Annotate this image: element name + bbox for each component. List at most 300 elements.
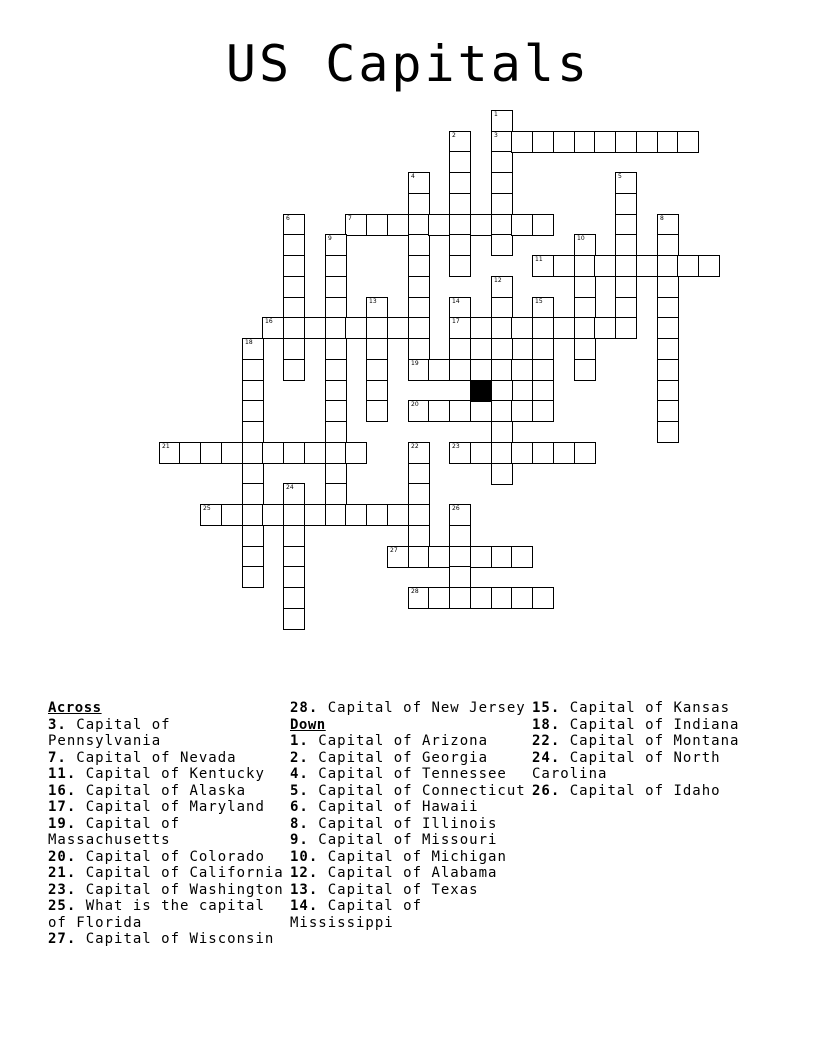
clue-text: Capital of North Carolina — [532, 749, 721, 782]
grid-cell[interactable] — [242, 463, 264, 485]
grid-cell[interactable] — [325, 255, 347, 277]
grid-cell[interactable] — [449, 172, 471, 194]
grid-cell[interactable] — [553, 255, 575, 277]
grid-cell[interactable] — [615, 317, 637, 339]
across-clue — [48, 931, 290, 948]
down-clue — [290, 849, 532, 866]
grid-cell[interactable] — [408, 525, 430, 547]
grid-cell[interactable] — [449, 504, 471, 526]
grid-cell[interactable] — [345, 317, 367, 339]
clue-text: Capital of Colorado — [76, 848, 265, 865]
grid-cell[interactable] — [491, 400, 513, 422]
grid-cell[interactable] — [657, 255, 679, 277]
grid-cell[interactable] — [366, 297, 388, 319]
puzzle-title: US Capitals — [225, 35, 591, 93]
grid-cell[interactable] — [574, 338, 596, 360]
down-clue — [532, 750, 774, 783]
grid-cell[interactable] — [408, 546, 430, 568]
grid-cell[interactable] — [511, 214, 533, 236]
grid-cell[interactable] — [677, 131, 699, 153]
grid-cell[interactable] — [449, 566, 471, 588]
grid-cell[interactable] — [283, 566, 305, 588]
grid-cell[interactable] — [428, 214, 450, 236]
clue-number: 9. — [290, 832, 309, 848]
grid-cell[interactable] — [574, 317, 596, 339]
clue-number: 8. — [290, 815, 309, 832]
grid-cell[interactable] — [449, 131, 471, 153]
grid-cell[interactable] — [449, 151, 471, 173]
grid-cell[interactable] — [408, 359, 430, 381]
grid-cell[interactable] — [366, 338, 388, 360]
grid-cell[interactable] — [449, 400, 471, 422]
grid-cell[interactable] — [615, 193, 637, 215]
grid-cell[interactable] — [408, 587, 430, 609]
clue-number: 12 — [494, 277, 502, 284]
grid-cell[interactable] — [657, 317, 679, 339]
grid-cell[interactable] — [325, 338, 347, 360]
down-clue — [290, 882, 532, 899]
clue-number: 28. — [290, 700, 319, 716]
clue-number: 23 — [452, 443, 460, 450]
grid-cell[interactable] — [491, 234, 513, 256]
grid-cell[interactable] — [221, 442, 243, 464]
grid-cell[interactable] — [242, 566, 264, 588]
grid-cell[interactable] — [449, 193, 471, 215]
grid-cell[interactable] — [532, 587, 554, 609]
across-clue — [48, 717, 290, 750]
grid-cell[interactable] — [200, 442, 222, 464]
grid-cell[interactable] — [242, 359, 264, 381]
clue-number: 18. — [532, 716, 561, 733]
grid-cell[interactable] — [449, 587, 471, 609]
grid-cell[interactable] — [615, 297, 637, 319]
grid-cell[interactable] — [491, 463, 513, 485]
grid-cell[interactable] — [574, 131, 596, 153]
grid-cell[interactable] — [366, 359, 388, 381]
grid-cell[interactable] — [428, 359, 450, 381]
clue-text: Capital of California — [76, 865, 284, 881]
clue-number: 8 — [660, 215, 664, 222]
grid-cell[interactable] — [657, 359, 679, 381]
grid-cell[interactable] — [574, 255, 596, 277]
grid-cell[interactable] — [366, 400, 388, 422]
grid-cell[interactable] — [408, 463, 430, 485]
grid-cell[interactable] — [615, 255, 637, 277]
grid-cell[interactable] — [325, 442, 347, 464]
grid-cell[interactable] — [283, 504, 305, 526]
clue-text: Capital of Maryland — [76, 799, 265, 815]
clue-text: Capital of Massachusetts — [48, 815, 181, 848]
grid-cell[interactable] — [449, 317, 471, 339]
clue-number: 7 — [348, 215, 352, 222]
clue-number: 13. — [290, 881, 319, 898]
grid-cell[interactable] — [387, 546, 409, 568]
grid-cell[interactable] — [242, 421, 264, 443]
grid-cell[interactable] — [283, 276, 305, 298]
clue-number: 28 — [411, 588, 419, 595]
across-clue — [48, 783, 290, 800]
grid-cell[interactable] — [491, 359, 513, 381]
grid-cell[interactable] — [449, 525, 471, 547]
grid-cell[interactable] — [304, 442, 326, 464]
clue-number: 21. — [48, 865, 77, 881]
down-clue — [290, 816, 532, 833]
grid-cell[interactable] — [532, 317, 554, 339]
clue-text: Capital of Connecticut — [308, 782, 526, 799]
grid-cell[interactable] — [366, 214, 388, 236]
grid-cell[interactable] — [491, 421, 513, 443]
clue-text: Capital of Illinois — [308, 815, 498, 832]
grid-cell[interactable] — [408, 214, 430, 236]
clue-number: 26 — [452, 505, 460, 512]
grid-cell[interactable] — [325, 276, 347, 298]
clue-number: 10. — [290, 848, 319, 865]
grid-cell[interactable] — [283, 297, 305, 319]
clue-number: 21 — [162, 443, 170, 450]
grid-cell[interactable] — [325, 421, 347, 443]
grid-cell[interactable] — [532, 214, 554, 236]
grid-cell[interactable] — [449, 359, 471, 381]
grid-cell[interactable] — [470, 359, 492, 381]
clue-number: 9 — [328, 235, 332, 242]
clue-number: 26. — [532, 782, 561, 799]
grid-cell[interactable] — [511, 587, 533, 609]
grid-cell[interactable] — [283, 255, 305, 277]
clue-text: Capital of Wisconsin — [76, 931, 275, 947]
grid-cell[interactable] — [594, 131, 616, 153]
clue-number: 22. — [532, 733, 561, 749]
down-clue — [532, 783, 774, 800]
grid-cell[interactable] — [574, 297, 596, 319]
clue-number: 17. — [48, 799, 77, 815]
clue-number: 15 — [535, 298, 543, 305]
grid-cell[interactable] — [325, 504, 347, 526]
grid-cell[interactable] — [470, 400, 492, 422]
grid-cell[interactable] — [574, 234, 596, 256]
across-clue — [48, 849, 290, 866]
grid-cell[interactable] — [200, 504, 222, 526]
clue-text: Capital of Mississippi — [290, 898, 423, 931]
clue-number: 6 — [286, 215, 290, 222]
clue-number: 11 — [535, 256, 543, 263]
grid-cell[interactable] — [304, 504, 326, 526]
grid-cell[interactable] — [408, 297, 430, 319]
clue-number: 22 — [411, 443, 419, 450]
clue-text: Capital of Nevada — [66, 749, 237, 766]
grid-cell[interactable] — [491, 131, 513, 153]
black-cell — [470, 380, 492, 402]
clue-number: 18 — [245, 339, 253, 346]
down-clue — [290, 799, 532, 816]
grid-cell[interactable] — [325, 234, 347, 256]
clue-text: Capital of Montana — [560, 733, 740, 749]
grid-cell[interactable] — [408, 483, 430, 505]
grid-cell[interactable] — [345, 442, 367, 464]
grid-cell[interactable] — [366, 504, 388, 526]
grid-cell[interactable] — [283, 317, 305, 339]
grid-cell[interactable] — [428, 400, 450, 422]
grid-cell[interactable] — [325, 317, 347, 339]
grid-cell[interactable] — [511, 359, 533, 381]
grid-cell[interactable] — [657, 276, 679, 298]
grid-cell[interactable] — [283, 338, 305, 360]
grid-cell[interactable] — [470, 587, 492, 609]
grid-cell[interactable] — [491, 151, 513, 173]
grid-cell[interactable] — [242, 525, 264, 547]
clue-text: Capital of Alabama — [318, 865, 498, 881]
grid-cell[interactable] — [408, 442, 430, 464]
across-clue — [48, 750, 290, 767]
grid-cell[interactable] — [636, 131, 658, 153]
grid-cell[interactable] — [698, 255, 720, 277]
grid-cell[interactable] — [325, 380, 347, 402]
grid-cell[interactable] — [408, 317, 430, 339]
grid-cell[interactable] — [242, 400, 264, 422]
clue-number: 14. — [290, 898, 319, 914]
down-clue — [290, 865, 532, 882]
grid-cell[interactable] — [283, 442, 305, 464]
grid-cell[interactable] — [532, 400, 554, 422]
grid-cell[interactable] — [491, 172, 513, 194]
across-clue — [48, 898, 290, 931]
across-clue-list-continued — [290, 700, 532, 717]
clue-number: 19. — [48, 815, 77, 832]
grid-cell[interactable] — [449, 338, 471, 360]
grid-cell[interactable] — [532, 442, 554, 464]
grid-cell[interactable] — [470, 317, 492, 339]
grid-cell[interactable] — [345, 504, 367, 526]
grid-cell[interactable] — [491, 338, 513, 360]
grid-cell[interactable] — [470, 546, 492, 568]
grid-cell[interactable] — [242, 442, 264, 464]
grid-cell[interactable] — [283, 483, 305, 505]
grid-cell[interactable] — [636, 255, 658, 277]
down-clue — [290, 783, 532, 800]
grid-cell[interactable] — [387, 504, 409, 526]
grid-cell[interactable] — [491, 380, 513, 402]
clue-number: 24 — [286, 484, 294, 491]
grid-cell[interactable] — [532, 297, 554, 319]
grid-cell[interactable] — [408, 400, 430, 422]
grid-cell[interactable] — [657, 421, 679, 443]
grid-cell[interactable] — [242, 546, 264, 568]
grid-cell[interactable] — [242, 380, 264, 402]
grid-cell[interactable] — [449, 255, 471, 277]
down-heading: Down — [290, 716, 326, 733]
clue-number: 20. — [48, 848, 77, 865]
grid-cell[interactable] — [511, 546, 533, 568]
grid-cell[interactable] — [615, 131, 637, 153]
grid-cell[interactable] — [262, 317, 284, 339]
grid-cell[interactable] — [366, 317, 388, 339]
grid-cell[interactable] — [491, 546, 513, 568]
grid-cell[interactable] — [283, 546, 305, 568]
grid-cell[interactable] — [615, 234, 637, 256]
grid-cell[interactable] — [491, 317, 513, 339]
grid-cell[interactable] — [449, 234, 471, 256]
clue-text: Capital of Georgia — [308, 749, 489, 766]
clue-number: 7. — [48, 749, 67, 766]
clue-number: 6. — [290, 799, 309, 815]
grid-cell[interactable] — [553, 442, 575, 464]
grid-cell[interactable] — [325, 483, 347, 505]
grid-cell[interactable] — [615, 172, 637, 194]
grid-cell[interactable] — [408, 193, 430, 215]
grid-cell[interactable] — [325, 297, 347, 319]
grid-cell[interactable] — [553, 131, 575, 153]
grid-cell[interactable] — [657, 234, 679, 256]
clue-number: 25 — [203, 505, 211, 512]
grid-cell[interactable] — [532, 338, 554, 360]
grid-cell[interactable] — [491, 587, 513, 609]
grid-cell[interactable] — [283, 234, 305, 256]
grid-cell[interactable] — [408, 234, 430, 256]
clue-text: Capital of Indiana — [560, 716, 740, 733]
grid-cell[interactable] — [428, 587, 450, 609]
grid-cell[interactable] — [574, 276, 596, 298]
clue-number: 4. — [290, 766, 309, 782]
grid-cell[interactable] — [491, 297, 513, 319]
clue-number: 2 — [452, 132, 456, 139]
grid-cell[interactable] — [449, 546, 471, 568]
grid-cell[interactable] — [532, 131, 554, 153]
grid-cell[interactable] — [242, 483, 264, 505]
down-clue — [532, 700, 774, 717]
grid-cell[interactable] — [470, 442, 492, 464]
grid-cell[interactable] — [283, 359, 305, 381]
grid-cell[interactable] — [325, 463, 347, 485]
grid-cell[interactable] — [242, 338, 264, 360]
across-clue — [290, 700, 532, 717]
grid-cell[interactable] — [408, 255, 430, 277]
grid-cell[interactable] — [657, 400, 679, 422]
clue-number: 4 — [411, 173, 415, 180]
grid-cell[interactable] — [449, 297, 471, 319]
grid-cell[interactable] — [428, 546, 450, 568]
clue-text: Capital of New Jersey — [318, 700, 526, 716]
grid-cell[interactable] — [283, 587, 305, 609]
clue-text: Capital of Idaho — [560, 782, 721, 799]
grid-cell[interactable] — [511, 400, 533, 422]
grid-cell[interactable] — [283, 608, 305, 630]
grid-cell[interactable] — [657, 131, 679, 153]
clue-number: 5. — [290, 782, 309, 799]
clue-number: 11. — [48, 766, 77, 782]
clue-number: 13 — [369, 298, 377, 305]
clue-text: Capital of Kansas — [560, 700, 731, 716]
clue-number: 24. — [532, 749, 561, 766]
clue-text: Capital of Alaska — [76, 782, 247, 799]
grid-cell[interactable] — [221, 504, 243, 526]
clue-number: 14 — [452, 298, 460, 305]
grid-cell[interactable] — [532, 255, 554, 277]
grid-cell[interactable] — [574, 442, 596, 464]
across-clue — [48, 865, 290, 882]
down-clue-list-continued — [532, 700, 774, 799]
clue-text: Capital of Michigan — [318, 848, 507, 865]
clue-text: Capital of Missouri — [308, 832, 498, 848]
down-clue — [290, 750, 532, 767]
clue-text: Capital of Washington — [76, 881, 284, 898]
grid-cell[interactable] — [408, 276, 430, 298]
grid-cell[interactable] — [491, 110, 513, 132]
grid-cell[interactable] — [408, 172, 430, 194]
grid-cell[interactable] — [470, 214, 492, 236]
grid-cell[interactable] — [387, 317, 409, 339]
grid-cell[interactable] — [553, 317, 575, 339]
grid-cell[interactable] — [657, 338, 679, 360]
grid-cell[interactable] — [449, 214, 471, 236]
clue-number: 16. — [48, 782, 77, 799]
grid-cell[interactable] — [408, 504, 430, 526]
grid-cell[interactable] — [159, 442, 181, 464]
clue-number: 16 — [265, 318, 273, 325]
grid-cell[interactable] — [449, 442, 471, 464]
grid-cell[interactable] — [345, 214, 367, 236]
clue-number: 27 — [390, 547, 398, 554]
grid-cell[interactable] — [657, 214, 679, 236]
clue-text: Capital of Texas — [318, 881, 479, 898]
grid-cell[interactable] — [491, 276, 513, 298]
grid-cell[interactable] — [283, 525, 305, 547]
across-clue — [48, 816, 290, 849]
clue-number: 3 — [494, 132, 498, 139]
grid-cell[interactable] — [325, 400, 347, 422]
grid-cell[interactable] — [615, 276, 637, 298]
grid-cell[interactable] — [594, 255, 616, 277]
grid-cell[interactable] — [511, 317, 533, 339]
grid-cell[interactable] — [283, 214, 305, 236]
grid-cell[interactable] — [242, 504, 264, 526]
grid-cell[interactable] — [511, 131, 533, 153]
clue-number: 19 — [411, 360, 419, 367]
grid-cell[interactable] — [657, 297, 679, 319]
grid-cell[interactable] — [491, 193, 513, 215]
grid-cell[interactable] — [657, 380, 679, 402]
grid-cell[interactable] — [491, 442, 513, 464]
grid-cell[interactable] — [179, 442, 201, 464]
grid-cell[interactable] — [615, 214, 637, 236]
down-clue — [290, 898, 532, 931]
clue-text: What is the capital of Florida — [48, 898, 265, 931]
grid-cell[interactable] — [574, 359, 596, 381]
clues-column-2 — [290, 700, 532, 931]
grid-cell[interactable] — [677, 255, 699, 277]
grid-cell[interactable] — [408, 338, 430, 360]
clue-number: 25. — [48, 898, 77, 914]
grid-cell[interactable] — [366, 380, 388, 402]
grid-cell[interactable] — [532, 380, 554, 402]
clue-text: Capital of Pennsylvania — [48, 716, 171, 749]
grid-cell[interactable] — [387, 214, 409, 236]
clue-text: Capital of Arizona — [308, 733, 489, 749]
grid-cell[interactable] — [304, 317, 326, 339]
grid-cell[interactable] — [262, 504, 284, 526]
grid-cell[interactable] — [532, 359, 554, 381]
clue-number: 17 — [452, 318, 460, 325]
clue-text: Capital of Tennessee — [308, 766, 507, 782]
across-clue-list — [48, 717, 290, 948]
grid-cell[interactable] — [262, 442, 284, 464]
clue-number: 1 — [494, 111, 498, 118]
grid-cell[interactable] — [325, 359, 347, 381]
clue-number: 3. — [48, 716, 67, 733]
clue-number: 5 — [618, 173, 622, 180]
grid-cell[interactable] — [594, 317, 616, 339]
down-clue — [290, 832, 532, 849]
grid-cell[interactable] — [491, 214, 513, 236]
grid-cell[interactable] — [511, 442, 533, 464]
